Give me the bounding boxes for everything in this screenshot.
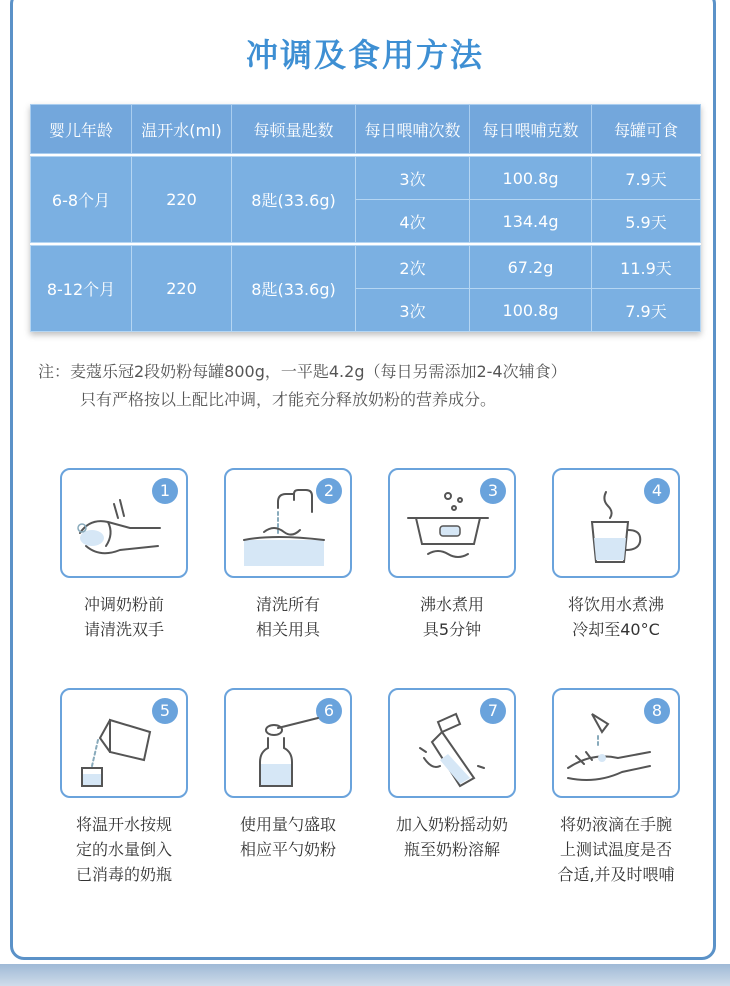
cell-days: 7.9天 [592, 289, 701, 332]
step-line: 清洗所有 [255, 595, 320, 614]
step-line: 冲调奶粉前 [83, 595, 164, 614]
shake-bottle-icon [398, 708, 493, 788]
cell-age: 8-12个月 [31, 246, 132, 332]
step-8-card [552, 688, 680, 798]
header-days: 每罐可食 [592, 105, 701, 154]
table-row [31, 246, 701, 289]
step-1-text [49, 592, 199, 642]
step-5-card [60, 688, 188, 798]
step-line: 将温开水按规 [75, 815, 172, 834]
header-grams: 每日喂哺克数 [470, 105, 592, 154]
note-line-1: 注：麦蔻乐冠2段奶粉每罐800g，一平匙4.2g（每日另需添加2-4次辅食） [38, 362, 567, 381]
table-row [31, 157, 701, 200]
step-3-card [388, 468, 516, 578]
note [38, 358, 718, 414]
step-4-card [552, 468, 680, 578]
pour-water-icon [70, 708, 165, 788]
step-7-text [377, 812, 527, 862]
cell-days: 11.9天 [592, 246, 701, 289]
step-line: 将饮用水煮沸 [567, 595, 664, 614]
cell-times: 4次 [356, 200, 470, 243]
scoop-icon [234, 708, 329, 788]
step-line: 上测试温度是否 [559, 840, 672, 859]
step-5-text [49, 812, 199, 887]
step-line: 将奶液滴在手腕 [559, 815, 672, 834]
step-number: 2 [316, 478, 342, 504]
step-number: 3 [480, 478, 506, 504]
step-line: 请清洗双手 [83, 620, 164, 639]
feeding-table [30, 104, 701, 332]
step-line: 相关用具 [255, 620, 320, 639]
mug-icon [562, 488, 657, 568]
step-number: 6 [316, 698, 342, 724]
cell-times: 2次 [356, 246, 470, 289]
step-2-text [213, 592, 363, 642]
step-line: 合适,并及时喂哺 [557, 865, 675, 884]
step-7-card [388, 688, 516, 798]
step-1-card [60, 468, 188, 578]
header-water: 温开水(ml) [132, 105, 232, 154]
step-line: 瓶至奶粉溶解 [403, 840, 500, 859]
step-line: 使用量勺盛取 [239, 815, 336, 834]
step-line: 定的水量倒入 [75, 840, 172, 859]
cell-days: 7.9天 [592, 157, 701, 200]
step-4-text [541, 592, 691, 642]
step-3-text [377, 592, 527, 642]
step-line: 沸水煮用 [419, 595, 484, 614]
step-number: 7 [480, 698, 506, 724]
step-line: 加入奶粉摇动奶 [395, 815, 508, 834]
cell-grams: 134.4g [470, 200, 592, 243]
note-line-2: 只有严格按以上配比冲调，才能充分释放奶粉的营养成分。 [80, 390, 497, 409]
cell-grams: 67.2g [470, 246, 592, 289]
header-spoons: 每顿量匙数 [232, 105, 356, 154]
step-number: 1 [152, 478, 178, 504]
faucet-icon [234, 488, 329, 568]
page-title: 冲调及食用方法 [245, 36, 484, 74]
cell-age: 6-8个月 [31, 157, 132, 243]
step-number: 4 [644, 478, 670, 504]
hand-wash-icon [70, 488, 165, 568]
step-number: 5 [152, 698, 178, 724]
step-number: 8 [644, 698, 670, 724]
cell-water: 220 [132, 246, 232, 332]
step-2-card [224, 468, 352, 578]
cell-grams: 100.8g [470, 289, 592, 332]
header-age: 婴儿年龄 [31, 105, 132, 154]
table-header-row [31, 105, 701, 154]
bottom-band [0, 964, 730, 986]
cell-times: 3次 [356, 157, 470, 200]
step-line: 具5分钟 [422, 620, 482, 639]
cell-water: 220 [132, 157, 232, 243]
cell-spoons: 8匙(33.6g) [232, 246, 356, 332]
step-6-text [213, 812, 363, 862]
step-6-card [224, 688, 352, 798]
cell-times: 3次 [356, 289, 470, 332]
cell-spoons: 8匙(33.6g) [232, 157, 356, 243]
boiling-pot-icon [398, 488, 493, 568]
wrist-test-icon [562, 708, 657, 788]
step-line: 已消毒的奶瓶 [75, 865, 172, 884]
step-8-text [541, 812, 691, 887]
cell-grams: 100.8g [470, 157, 592, 200]
header-times: 每日喂哺次数 [356, 105, 470, 154]
step-line: 冷却至40°C [572, 620, 660, 639]
step-line: 相应平勺奶粉 [239, 840, 336, 859]
cell-days: 5.9天 [592, 200, 701, 243]
